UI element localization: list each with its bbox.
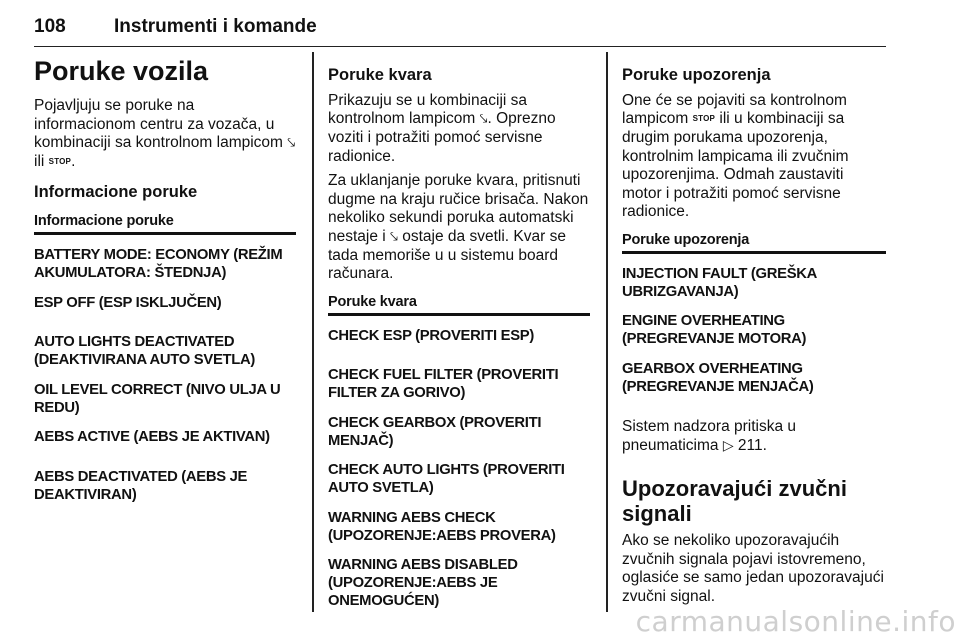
column-warning-messages bbox=[622, 52, 886, 613]
page-header bbox=[34, 8, 886, 47]
column-divider bbox=[606, 52, 608, 612]
section-heading: Poruke kvara bbox=[328, 66, 432, 84]
message-entry: GEARBOX OVERHEATING (PREGREVANJE MENJAČA) bbox=[622, 360, 814, 395]
message-entry: WARNING AEBS CHECK (UPOZORENJE:AEBS PROVERA) bbox=[328, 509, 556, 544]
column-divider bbox=[312, 52, 314, 612]
table-heading: Poruke upozorenja bbox=[622, 232, 886, 254]
wrench-icon: ⤥ bbox=[287, 134, 296, 151]
message-entry: CHECK ESP (PROVERITI ESP) bbox=[328, 327, 535, 344]
message-entry: CHECK FUEL FILTER (PROVERITI FILTER ZA GORIVO) bbox=[328, 367, 559, 402]
watermark: carmanualsonline.info bbox=[635, 605, 956, 638]
fault-paragraph-1: Prikazuju se u kombinaciji sa kontrolnom lampicom ⤥. Oprezno voziti i potražiti pomoć servisne radionice. bbox=[328, 91, 556, 165]
stop-icon: STOP bbox=[692, 114, 716, 124]
message-entry: WARNING AEBS DISABLED (UPOZORENJE:AEBS JE ONEMOGUĆEN) bbox=[328, 557, 518, 609]
message-entry: AEBS ACTIVE (AEBS JE AKTIVAN) bbox=[34, 429, 270, 446]
message-entry: INJECTION FAULT (GREŠKA UBRIZGAVANJA) bbox=[622, 265, 817, 300]
section-heading-audible-signals: Upozoravajući zvučni signali bbox=[622, 475, 847, 526]
wrench-icon: ⤥ bbox=[390, 227, 398, 244]
message-entry: BATTERY MODE: ECONOMY (REŽIM AKUMULATORA: ŠTEDNJA) bbox=[34, 247, 283, 281]
message-entry: CHECK GEARBOX (PROVERITI MENJAČ) bbox=[328, 414, 542, 449]
column-fault-messages bbox=[328, 52, 590, 623]
warning-paragraph: One će se pojaviti sa kontrolnom lampicom STOP ili u kombinaciji sa drugim porukama upozorenja, kontrolnim lampicama ili zvučnim upozorenjima. Odmah zaustaviti motor i potražiti pomoć servisne radionice. bbox=[622, 91, 849, 221]
message-entry: AEBS DEACTIVATED (AEBS JE DEAKTIVIRAN) bbox=[34, 469, 248, 503]
section-title: Poruke vozila bbox=[34, 56, 209, 86]
message-entry: OIL LEVEL CORRECT (NIVO ULJA U REDU) bbox=[34, 381, 281, 416]
tpms-reference: Sistem nadzora pritiska u pneumaticima ▷ 211. bbox=[622, 418, 797, 455]
subheading: Informacione poruke bbox=[34, 183, 198, 202]
column-vehicle-messages bbox=[34, 52, 296, 517]
chapter-title: Instrumenti i komande bbox=[114, 16, 317, 37]
intro-paragraph: Pojavljuju se poruke na informacionom centru za vozača, u kombinaciji sa kontrolnom lampicom ⤥ ili STOP. bbox=[34, 97, 296, 170]
section-heading: Poruke upozorenja bbox=[622, 66, 771, 84]
message-entry: AUTO LIGHTS DEACTIVATED (DEAKTIVIRANA AUTO SVETLA) bbox=[34, 334, 256, 369]
table-heading: Informacione poruke bbox=[34, 213, 296, 235]
audible-paragraph: Ako se nekoliko upozoravajućih zvučnih signala pojavi istovremeno, oglasiće se samo jedan upozoravajući zvučni signal. bbox=[622, 532, 884, 606]
message-entry: CHECK AUTO LIGHTS (PROVERITI AUTO SVETLA) bbox=[328, 462, 565, 497]
page-number: 108 bbox=[34, 16, 66, 37]
wrench-icon: ⤥ bbox=[479, 110, 488, 127]
message-entry: ENGINE OVERHEATING (PREGREVANJE MOTORA) bbox=[622, 313, 807, 348]
page-link[interactable]: 211. bbox=[737, 437, 767, 455]
page-reference-icon: ▷ bbox=[722, 437, 734, 454]
message-entry: ESP OFF (ESP ISKLJUČEN) bbox=[34, 294, 222, 311]
table-heading: Poruke kvara bbox=[328, 294, 590, 316]
stop-icon: STOP bbox=[48, 156, 72, 166]
fault-paragraph-2: Za uklanjanje poruke kvara, pritisnuti dugme na kraju ručice brisača. Nakon nekoliko sekundi poruka automatski nestaje i ⤥ ostaje da svetli. Kvar se tada memoriše u u sistemu board računara. bbox=[328, 172, 589, 283]
